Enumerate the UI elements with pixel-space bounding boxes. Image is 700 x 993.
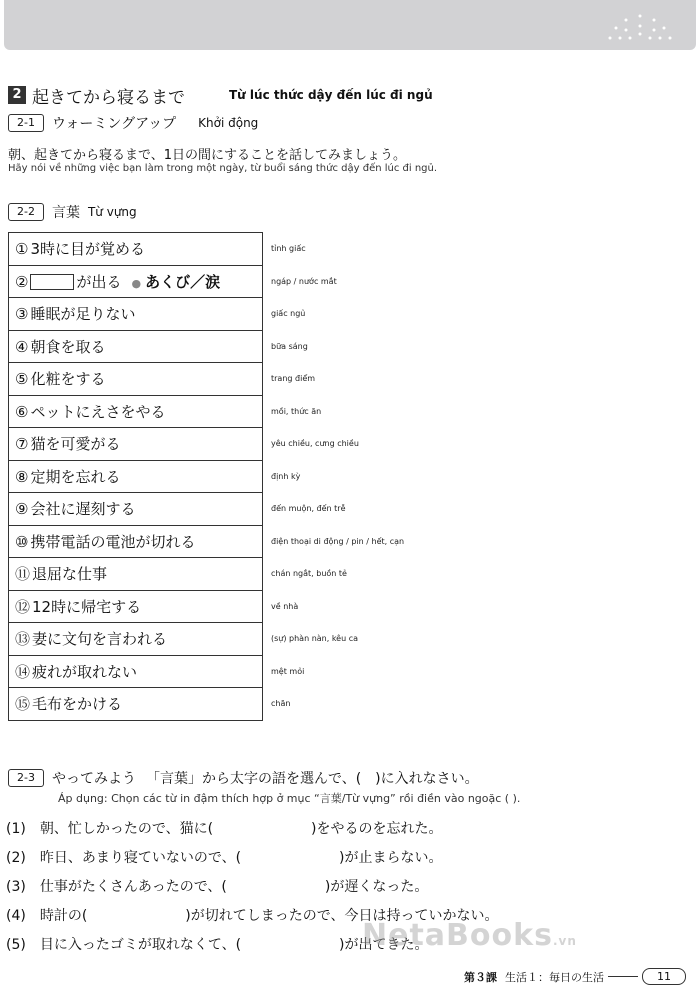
exercise-text: 時計の( )が切れてしまったので、今日は持っていかない。 bbox=[39, 908, 499, 924]
vocab-num: ② bbox=[15, 272, 29, 291]
vocab-num: ⑥ bbox=[15, 402, 29, 421]
bullet-dot-icon: ● bbox=[131, 276, 142, 290]
vocab-jp: 3時に目が覚める bbox=[30, 240, 145, 259]
exercise-num: (3) bbox=[6, 879, 26, 895]
watermark-suffix: .vn bbox=[552, 934, 577, 948]
vocab-vn: bữa sáng bbox=[271, 341, 308, 351]
exercise-num: (2) bbox=[6, 850, 26, 866]
vocab-vn: định kỳ bbox=[271, 471, 301, 481]
section-number: 2 bbox=[8, 86, 26, 104]
vocab-vn: ngáp / nước mắt bbox=[271, 276, 337, 286]
footer-chapter: 生活１：毎日の生活 bbox=[505, 970, 604, 984]
vocab-jp: 疲れが取れない bbox=[32, 662, 138, 681]
blank-box bbox=[30, 274, 74, 290]
vocab-jp: 化粧をする bbox=[30, 370, 106, 389]
warmup-prompt-vn: Hãy nói về những việc bạn làm trong một ngày, từ buổi sáng thức dậy đến lúc đi ngủ. bbox=[8, 163, 438, 174]
vocab-row bbox=[9, 558, 406, 591]
vocab-jp: 朝食を取る bbox=[30, 337, 106, 356]
exercise-item bbox=[6, 818, 443, 838]
vocab-row bbox=[9, 233, 406, 266]
vocab-row bbox=[9, 655, 406, 688]
vocab-row bbox=[9, 265, 406, 298]
vocab-jp: 妻に文句を言われる bbox=[32, 630, 168, 649]
practice-heading bbox=[8, 768, 479, 788]
vocab-heading bbox=[8, 202, 137, 222]
warmup-title-jp: ウォーミングアップ bbox=[51, 116, 177, 132]
vocab-row bbox=[9, 590, 406, 623]
vocab-table bbox=[8, 232, 406, 721]
warmup-heading bbox=[8, 113, 258, 133]
vocab-vn: điện thoại di động / pin / hết, cạn bbox=[271, 536, 405, 546]
section-title-vn: Từ lúc thức dậy đến lúc đi ngủ bbox=[229, 88, 433, 102]
vocab-title-jp: 言葉 bbox=[51, 205, 80, 221]
vocab-num: ⑦ bbox=[15, 435, 29, 454]
vocab-num: ⑮ bbox=[15, 695, 31, 714]
exercise-text: 仕事がたくさんあったので、( )が遅くなった。 bbox=[39, 879, 429, 895]
section-title-jp: 起きてから寝るまで bbox=[32, 87, 185, 108]
practice-instruction-vn: Áp dụng: Chọn các từ in đậm thích hợp ở mục “言葉/Từ vựng” rồi điền vào ngoặc ( ). bbox=[58, 792, 521, 805]
vocab-row bbox=[9, 688, 406, 721]
section-heading bbox=[8, 84, 433, 106]
vocab-vn: về nhà bbox=[271, 601, 299, 611]
watermark-text: NetaBooks bbox=[362, 918, 553, 953]
watermark bbox=[362, 918, 577, 953]
header-bar bbox=[4, 0, 696, 50]
vocab-num: ⑬ bbox=[15, 630, 31, 649]
vocab-jp: 12時に帰宅する bbox=[32, 597, 142, 616]
vocab-jp: 猫を可愛がる bbox=[30, 435, 121, 454]
vocab-vn: chán ngắt, buồn tẻ bbox=[271, 569, 347, 579]
vocab-num: ⑪ bbox=[15, 565, 31, 584]
vocab-jp: 毛布をかける bbox=[32, 695, 123, 714]
vocab-num: ⑧ bbox=[15, 467, 29, 486]
vocab-num: ⑩ bbox=[15, 532, 29, 551]
vocab-vn: tỉnh giấc bbox=[271, 244, 306, 254]
vocab-vn: trang điểm bbox=[271, 374, 316, 384]
vocab-vn: mồi, thức ăn bbox=[271, 406, 322, 416]
exercise-num: (5) bbox=[6, 937, 26, 953]
vocab-jp: 定期を忘れる bbox=[30, 467, 121, 486]
exercise-text: 朝、忙しかったので、猫に( )をやるのを忘れた。 bbox=[39, 821, 443, 837]
vocab-row bbox=[9, 298, 406, 331]
exercise-text: 目に入ったゴミが取れなくて、( )が出てきた。 bbox=[39, 937, 429, 953]
vocab-jp-extra: あくび／涙 bbox=[145, 272, 221, 291]
exercise-num: (1) bbox=[6, 821, 26, 837]
warmup-title-vn: Khởi động bbox=[198, 116, 259, 130]
vocab-vn: mệt mỏi bbox=[271, 666, 305, 676]
vocab-row bbox=[9, 525, 406, 558]
vocab-row bbox=[9, 493, 406, 526]
exercise-item bbox=[6, 876, 428, 896]
vocab-vn: (sự) phàn nàn, kêu ca bbox=[271, 634, 358, 644]
page-number: 11 bbox=[642, 968, 686, 985]
footer-lesson: 第３課 bbox=[464, 970, 497, 984]
exercise-num: (4) bbox=[6, 908, 26, 924]
vocab-jp: 睡眠が足りない bbox=[30, 305, 136, 324]
vocab-jp: 会社に遅刻する bbox=[30, 500, 136, 519]
vocab-badge: 2-2 bbox=[8, 203, 44, 221]
vocab-row bbox=[9, 395, 406, 428]
vocab-row bbox=[9, 623, 406, 656]
vocab-num: ⑭ bbox=[15, 662, 31, 681]
vocab-row bbox=[9, 460, 406, 493]
vocab-jp: ペットにえさをやる bbox=[30, 402, 166, 421]
vocab-num: ⑤ bbox=[15, 370, 29, 389]
vocab-vn: giấc ngủ bbox=[271, 309, 306, 319]
exercise-item bbox=[6, 847, 443, 867]
footer-divider bbox=[608, 976, 638, 977]
vocab-title-vn: Từ vựng bbox=[87, 205, 137, 219]
decorative-dots-icon bbox=[600, 6, 680, 46]
practice-title-jp: やってみよう bbox=[51, 771, 136, 787]
vocab-jp: が出る bbox=[76, 272, 122, 291]
vocab-vn: yêu chiều, cưng chiều bbox=[271, 439, 359, 449]
vocab-jp: 退屈な仕事 bbox=[32, 565, 108, 584]
practice-instruction-jp: 「言葉」から太字の語を選んで、( )に入れなさい。 bbox=[145, 771, 479, 787]
vocab-row bbox=[9, 428, 406, 461]
vocab-num: ① bbox=[15, 240, 29, 259]
page-footer bbox=[464, 968, 686, 985]
vocab-num: ③ bbox=[15, 305, 29, 324]
vocab-num: ⑨ bbox=[15, 500, 29, 519]
vocab-num: ④ bbox=[15, 337, 29, 356]
vocab-row bbox=[9, 363, 406, 396]
vocab-num: ⑫ bbox=[15, 597, 31, 616]
vocab-vn: chăn bbox=[271, 699, 291, 709]
vocab-jp: 携帯電話の電池が切れる bbox=[30, 532, 196, 551]
practice-badge: 2-3 bbox=[8, 769, 44, 787]
vocab-row bbox=[9, 330, 406, 363]
exercise-text: 昨日、あまり寝ていないので、( )が止まらない。 bbox=[39, 850, 443, 866]
warmup-prompt-jp: 朝、起きてから寝るまで、1日の間にすることを話してみましょう。 bbox=[8, 148, 407, 163]
vocab-vn: đến muộn, đến trễ bbox=[271, 504, 346, 514]
warmup-badge: 2-1 bbox=[8, 114, 44, 132]
